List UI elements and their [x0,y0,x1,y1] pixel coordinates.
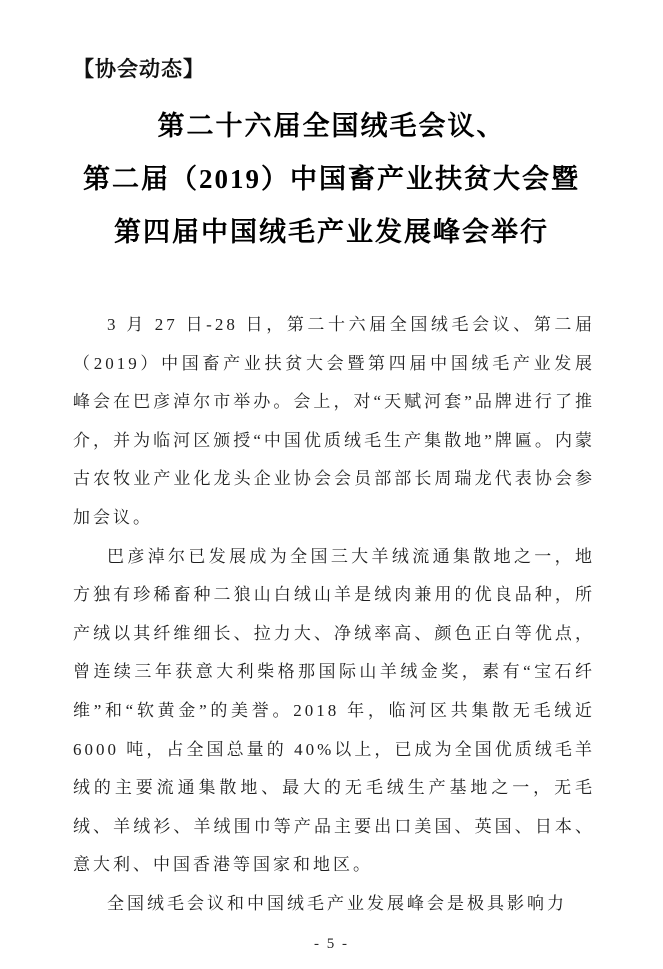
title-line-2: 第二届（2019）中国畜产业扶贫大会暨 [83,164,580,194]
document-body [73,306,595,924]
section-label: 【协会动态】 [73,58,205,81]
body-paragraph-3: 全国绒毛会议和中国绒毛产业发展峰会是极具影响力 [107,893,567,913]
page-number: - 5 - [314,936,349,952]
title-line-1: 第二十六届全国绒毛会议、 [157,111,506,141]
document-title [40,100,623,259]
body-paragraph-2: 巴彦淖尔已发展成为全国三大羊绒流通集散地之一，地方独有珍稀畜种二狼山白绒山羊是绒肉兼用的优良品种，所产绒以其纤维细长、拉力大、净绒率高、颜色正白等优点，曾连续三年获意大利柴格那国际山羊绒金奖，素有“宝石纤维”和“软黄金”的美誉。2018 年，临河区共集散无毛绒近 6000 吨，占全国总量的 40%以上，已成为全国优质绒毛羊绒的主要流通集散地、最大的无毛绒生产基地之一，无毛绒、羊绒衫、羊绒围巾等产品主要出口美国、英国、日本、意大利、中国香港等国家和地区。 [73,546,595,875]
title-line-3: 第四届中国绒毛产业发展峰会举行 [114,217,549,247]
body-paragraph-1: 3 月 27 日-28 日，第二十六届全国绒毛会议、第二届（2019）中国畜产业扶贫大会暨第四届中国绒毛产业发展峰会在巴彦淖尔市举办。会上，对“天赋河套”品牌进行了推介，并为临河区颁授“中国优质绒毛生产集散地”牌匾。内蒙古农牧业产业化龙头企业协会会员部部长周瑞龙代表协会参加会议。 [73,315,595,527]
